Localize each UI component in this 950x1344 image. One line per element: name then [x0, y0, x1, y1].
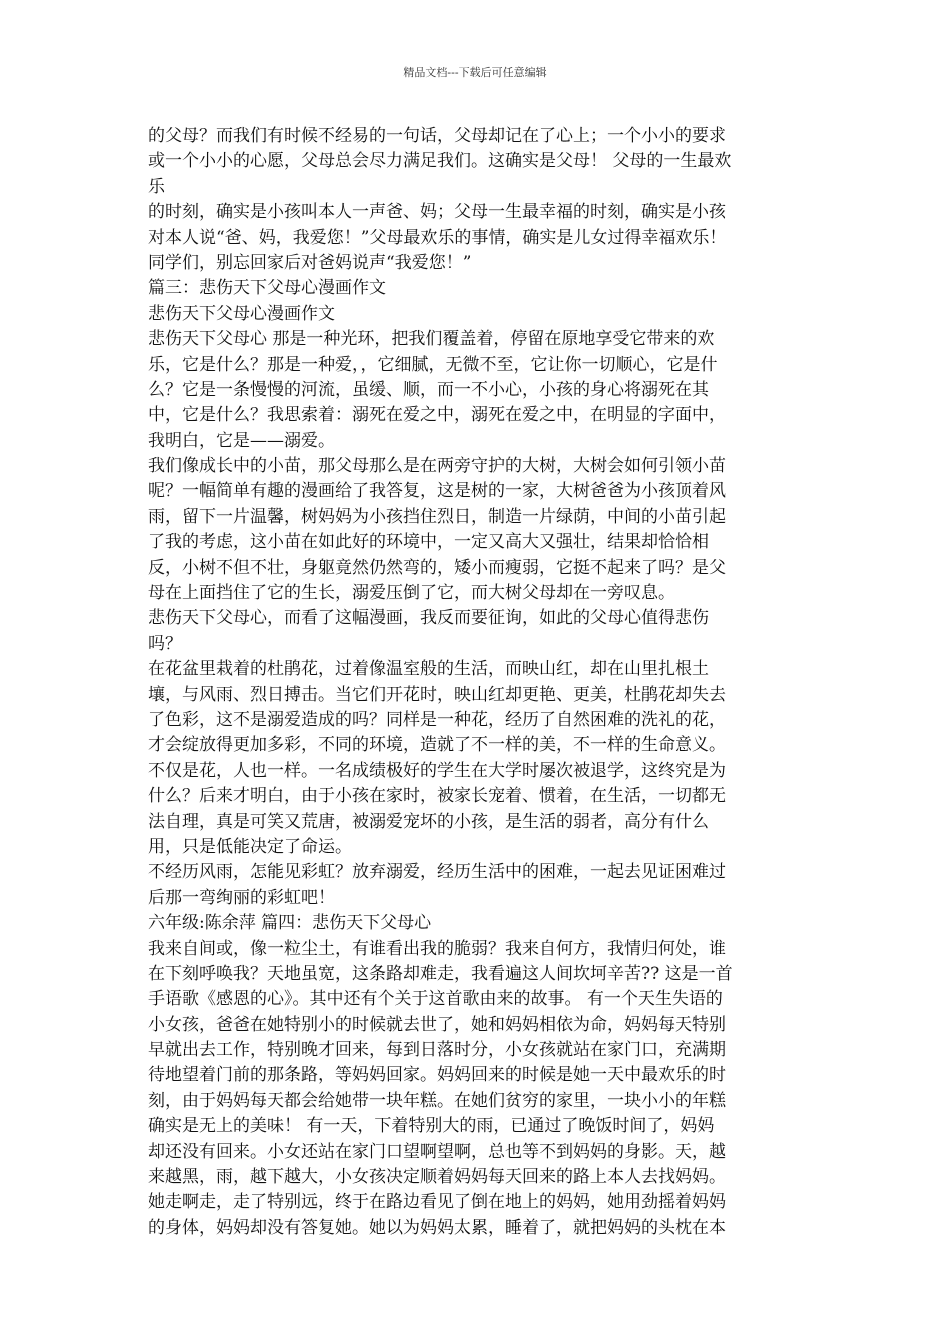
text-line: 法自理，真是可笑又荒唐，被溺爱宠坏的小孩，是生活的弱者，高分有什么 [148, 811, 709, 832]
section-heading: 篇三：悲伤天下父母心漫画作文 [148, 278, 386, 299]
text-line: 我们像成长中的小苗，那父母那么是在两旁守护的大树，大树会如何引领小苗 [148, 456, 726, 477]
text-line: 的时刻，确实是小孩叫本人一声爸、妈；父母一生最幸福的时刻，确实是小孩 [148, 202, 726, 223]
text-line: 手语歌《感恩的心》。其中还有个关于这首歌由来的故事。 有一个天生失语的 [148, 989, 723, 1010]
text-line: 悲伤天下父母心 那是一种光环，把我们覆盖着，停留在原地享受它带来的欢 [148, 329, 715, 350]
text-line: 在花盆里栽着的杜鹃花，过着像温室般的生活，而映山红，却在山里扎根土 [148, 659, 709, 680]
text-line: 来越黑，雨，越下越大，小女孩决定顺着妈妈每天回来的路上本人去找妈妈。 [148, 1167, 726, 1188]
section-title: 悲伤天下父母心漫画作文 [148, 303, 335, 324]
text-line: 反，小树不但不壮，身躯竟然仍然弯的，矮小而瘦弱，它挺不起来了吗？是父 [148, 557, 726, 578]
text-line: 悲伤天下父母心，而看了这幅漫画，我反而要征询，如此的父母心值得悲伤 [148, 608, 709, 629]
text-line: 后那一弯绚丽的彩虹吧！ [148, 887, 335, 908]
text-line: 不仅是花，人也一样。一名成绩极好的学生在大学时屡次被退学，这终究是为 [148, 760, 726, 781]
text-line: 用，只是低能决定了命运。 [148, 836, 352, 857]
text-line: 她走啊走，走了特别远，终于在路边看见了倒在地上的妈妈，她用劲摇着妈妈 [148, 1192, 726, 1213]
text-line: 乐 [148, 176, 165, 197]
page-header: 精品文档---下载后可任意编辑 [403, 66, 547, 79]
text-line: 我明白，它是——溺爱。 [148, 430, 335, 451]
text-line: 我来自间或，像一粒尘土，有谁看出我的脆弱？我来自何方，我情归何处，谁 [148, 938, 726, 959]
text-line: 在下刻呼唤我？天地虽宽，这条路却难走，我看遍这人间坎坷辛苦?? 这是一首 [148, 963, 733, 984]
text-line: 了我的考虑，这小苗在如此好的环境中，一定又高大又强壮，结果却恰恰相 [148, 532, 709, 553]
text-line: 了色彩，这不是溺爱造成的吗？同样是一种花，经历了自然困难的洗礼的花， [148, 709, 726, 730]
text-line: 小女孩，爸爸在她特别小的时候就去世了，她和妈妈相依为命，妈妈每天特别 [148, 1014, 726, 1035]
text-line: 的父母？而我们有时候不经易的一句话，父母却记在了心上；一个小小的要求 [148, 126, 726, 146]
text-line: 确实是无上的美味！ 有一天，下着特别大的雨，已通过了晚饭时间了，妈妈 [148, 1116, 715, 1137]
text-line: 不经历风雨，怎能见彩虹？放弃溺爱，经历生活中的困难，一起去见证困难过 [148, 862, 726, 883]
text-line: 同学们，别忘回家后对爸妈说声“我爱您！” [148, 252, 472, 273]
text-line: 或一个小小的心愿，父母总会尽力满足我们。这确实是父母！ 父母的一生最欢 [148, 151, 732, 172]
text-line: 刻，由于妈妈每天都会给她带一块年糕。在她们贫穷的家里，一块小小的年糕 [148, 1090, 726, 1111]
text-line: 才会绽放得更加多彩，不同的环境，造就了不一样的美，不一样的生命意义。 [148, 735, 726, 756]
document-body [148, 124, 804, 1241]
text-line: 什么？后来才明白，由于小孩在家时，被家长宠着、惯着，在生活，一切都无 [148, 786, 726, 807]
text-line: 呢？一幅简单有趣的漫画给了我答复，这是树的一家，大树爸爸为小孩顶着风 [148, 481, 726, 502]
text-line: 却还没有回来。小女还站在家门口望啊望啊，总也等不到妈妈的身影。天，越 [148, 1141, 726, 1162]
text-line: 中，它是什么？我思索着：溺死在爱之中，溺死在爱之中，在明显的字面中， [148, 405, 726, 426]
text-line: 么？它是一条慢慢的河流，虽缓、顺，而一不小心，小孩的身心将溺死在其 [148, 379, 709, 400]
text-line: 的身体，妈妈却没有答复她。她以为妈妈太累，睡着了，就把妈妈的头枕在本 [148, 1217, 726, 1238]
text-line: 乐，它是什么？那是一种爱，，它细腻，无微不至，它让你一切顺心，它是什 [148, 354, 718, 375]
text-line: 早就出去工作，特别晚才回来，每到日落时分，小女孩就站在家门口，充满期 [148, 1040, 726, 1061]
text-line: 吗？ [148, 633, 182, 654]
text-line: 待地望着门前的那条路，等妈妈回家。妈妈回来的时候是她一天中最欢乐的时 [148, 1065, 726, 1086]
text-line: 壤，与风雨、烈日搏击。当它们开花时，映山红却更艳、更美，杜鹃花却失去 [148, 684, 726, 705]
text-line: 对本人说“爸、妈，我爱您！”父母最欢乐的事情，确实是儿女过得幸福欢乐！ [148, 227, 727, 248]
text-line: 雨，留下一片温馨，树妈妈为小孩挡住烈日，制造一片绿荫，中间的小苗引起 [148, 506, 726, 527]
section-heading: 六年级:陈余萍 篇四：悲伤天下父母心 [148, 913, 432, 934]
text-line: 母在上面挡住了它的生长，溺爱压倒了它，而大树父母却在一旁叹息。 [148, 583, 675, 604]
